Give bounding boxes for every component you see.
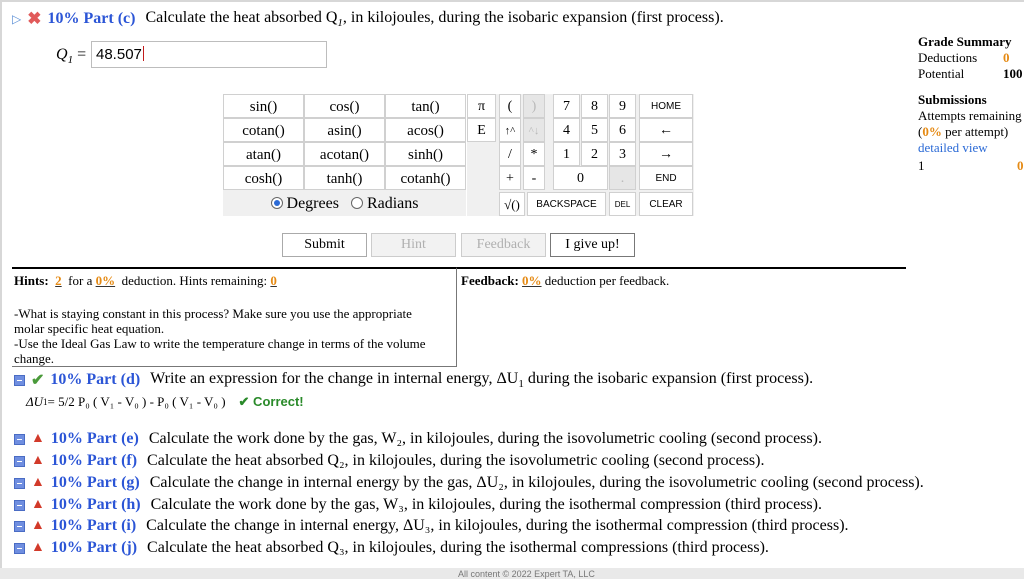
give-up-button[interactable]: I give up! xyxy=(550,233,635,257)
calculator-functions xyxy=(223,94,466,216)
per-attempt-note: (0% per attempt) xyxy=(918,124,1009,139)
grade-summary-title: Grade Summary xyxy=(918,34,1012,49)
expand-icon[interactable] xyxy=(14,521,25,532)
e-key[interactable]: E xyxy=(467,118,496,142)
submissions-title: Submissions xyxy=(918,92,987,107)
hints-summary: Hints: 2 for a 0% deduction. Hints remaining: 0 xyxy=(14,273,277,288)
part-d-percent: 10% Part (d) xyxy=(50,371,141,388)
digit-9-key[interactable]: 9 xyxy=(609,94,636,118)
feedback-summary: Feedback: 0% deduction per feedback. xyxy=(461,273,670,288)
warning-icon: ▲ xyxy=(31,497,45,512)
delete-key[interactable]: DEL xyxy=(609,192,636,216)
submission-row: 1 0 xyxy=(918,158,1024,173)
hints-panel xyxy=(12,267,457,367)
potential-row: Potential 100 xyxy=(918,66,1023,81)
divide-key[interactable]: / xyxy=(499,142,521,166)
digit-0-key[interactable]: 0 xyxy=(553,166,608,190)
digit-1-key[interactable]: 1 xyxy=(553,142,580,166)
cos-button[interactable]: cos() xyxy=(304,94,385,118)
radians-radio[interactable] xyxy=(351,197,363,209)
digit-6-key[interactable]: 6 xyxy=(609,118,636,142)
warning-icon: ▲ xyxy=(31,453,45,468)
detailed-view-link[interactable]: detailed view xyxy=(918,140,988,155)
submit-button[interactable]: Submit xyxy=(282,233,367,257)
backspace-key[interactable]: BACKSPACE xyxy=(527,192,606,216)
digit-7-key[interactable]: 7 xyxy=(553,94,580,118)
tan-button[interactable]: tan() xyxy=(385,94,466,118)
end-key[interactable]: END xyxy=(639,166,693,190)
hints-text: -What is staying constant in this process? Make sure you use the appropriate molar specific heat equation. -Use the Ideal Gas Law to write the temperature change in terms of the volume change. xyxy=(14,306,426,366)
answer-input[interactable]: 48.507 xyxy=(91,41,327,68)
atan-button[interactable]: atan() xyxy=(223,142,304,166)
grade-summary xyxy=(918,34,1022,174)
clear-key[interactable]: CLEAR xyxy=(639,192,693,216)
digit-8-key[interactable]: 8 xyxy=(581,94,608,118)
part-d-question: Write an expression for the change in internal energy, $\Delta U_1$ during the isobaric expansion (first process). xyxy=(150,369,814,391)
left-arrow-key[interactable]: ← xyxy=(639,118,693,142)
hint-button: Hint xyxy=(371,233,456,257)
plus-key[interactable]: + xyxy=(499,166,521,190)
part-c-question: Calculate the heat absorbed $Q_1$, in kilojoules, during the isobaric expansion (first process). xyxy=(145,8,724,30)
degrees-radio[interactable] xyxy=(271,197,283,209)
text-caret xyxy=(143,46,144,61)
footer: All content © 2022 Expert TA, LLC xyxy=(0,568,1024,579)
digit-5-key[interactable]: 5 xyxy=(581,118,608,142)
sinh-button[interactable]: sinh() xyxy=(385,142,466,166)
expand-icon[interactable] xyxy=(14,434,25,445)
pi-key[interactable]: π xyxy=(467,94,496,118)
asin-button[interactable]: asin() xyxy=(304,118,385,142)
calculator-keypad xyxy=(467,94,694,216)
cotanh-button[interactable]: cotanh() xyxy=(385,166,466,190)
part-g-row: ▲ 10% Part (g) Calculate the change in internal energy by the gas, ΔU₂, in kilojoules, during the isovolumetric cooling (second process). xyxy=(14,473,924,493)
decimal-key: . xyxy=(609,166,636,190)
sqrt-key[interactable]: √() xyxy=(499,192,525,216)
power-key[interactable]: ↑^ xyxy=(499,118,521,142)
checkmark-icon: ✔ xyxy=(31,372,45,389)
attempts-remaining-label: Attempts remaining xyxy=(918,108,1022,123)
part-d-answer: ΔU 1 = 5/2 P₀ ( V₁ - V₀ ) - P₀ ( V₁ - V₀ ) ✔ Correct! xyxy=(26,394,304,409)
right-arrow-key[interactable]: → xyxy=(639,142,693,166)
warning-icon: ▲ xyxy=(31,431,45,446)
acotan-button[interactable]: acotan() xyxy=(304,142,385,166)
radians-label: Radians xyxy=(366,195,419,212)
cotan-button[interactable]: cotan() xyxy=(223,118,304,142)
part-d-header xyxy=(14,370,813,390)
feedback-button: Feedback xyxy=(461,233,546,257)
subscript-key: ^↓ xyxy=(523,118,545,142)
digit-4-key[interactable]: 4 xyxy=(553,118,580,142)
part-e-row: ▲ 10% Part (e) Calculate the work done by the gas, W₂, in kilojoules, during the isovolumetric cooling (second process). xyxy=(14,429,822,449)
angle-mode xyxy=(223,192,466,216)
minus-key[interactable]: - xyxy=(523,166,545,190)
sin-button[interactable]: sin() xyxy=(223,94,304,118)
correct-status: ✔ Correct! xyxy=(238,394,304,409)
tanh-button[interactable]: tanh() xyxy=(304,166,385,190)
incorrect-x-icon: ✖ xyxy=(27,9,42,28)
cosh-button[interactable]: cosh() xyxy=(223,166,304,190)
warning-icon: ▲ xyxy=(31,518,45,533)
part-c-header xyxy=(12,8,724,30)
warning-icon: ▲ xyxy=(31,475,45,490)
expand-icon[interactable] xyxy=(14,543,25,554)
expand-triangle-icon[interactable]: ▷ xyxy=(12,11,22,26)
part-i-row: ▲ 10% Part (i) Calculate the change in internal energy, ΔU₃, in kilojoules, during the isothermal compression (third process). xyxy=(14,516,849,536)
digit-2-key[interactable]: 2 xyxy=(581,142,608,166)
part-h-row: ▲ 10% Part (h) Calculate the work done by the gas, W₃, in kilojoules, during the isothermal compression (third process). xyxy=(14,495,822,515)
part-j-row: ▲ 10% Part (j) Calculate the heat absorbed Q₃, in kilojoules, during the isothermal compressions (third process). xyxy=(14,538,769,558)
expand-icon[interactable] xyxy=(14,500,25,511)
digit-3-key[interactable]: 3 xyxy=(609,142,636,166)
warning-icon: ▲ xyxy=(31,540,45,555)
answer-label: $Q_1$ = xyxy=(56,46,87,67)
part-f-row: ▲ 10% Part (f) Calculate the heat absorbed Q₂, in kilojoules, during the isovolumetric cooling (second process). xyxy=(14,451,764,471)
multiply-key[interactable]: * xyxy=(523,142,545,166)
collapse-icon[interactable] xyxy=(14,375,25,386)
rparen-key: ) xyxy=(523,94,545,118)
expand-icon[interactable] xyxy=(14,478,25,489)
expand-icon[interactable] xyxy=(14,456,25,467)
feedback-panel xyxy=(457,267,906,367)
acos-button[interactable]: acos() xyxy=(385,118,466,142)
lparen-key[interactable]: ( xyxy=(499,94,521,118)
part-c-percent: 10% Part (c) xyxy=(47,10,136,27)
degrees-label: Degrees xyxy=(286,195,339,212)
home-key[interactable]: HOME xyxy=(639,94,693,118)
deductions-row: Deductions 0 xyxy=(918,50,1010,65)
